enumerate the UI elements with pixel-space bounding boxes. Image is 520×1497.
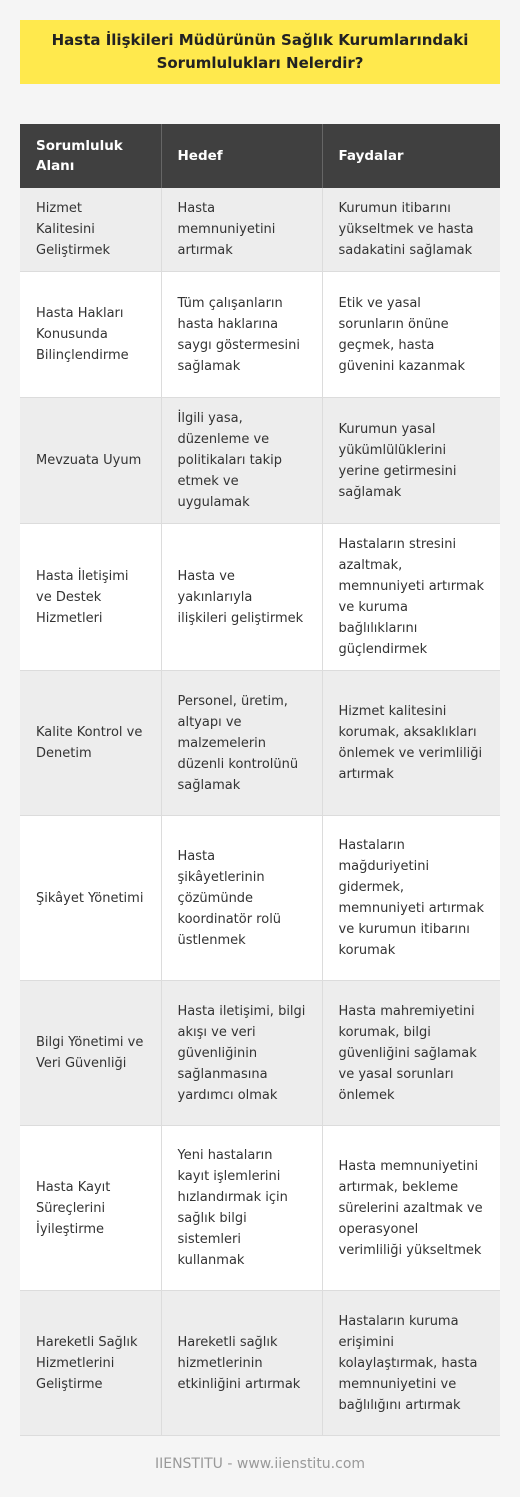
cell-goal: Tüm çalışanların hasta haklarına saygı göstermesini sağlamak [161, 272, 322, 398]
column-header-area: Sorumluluk Alanı [20, 124, 161, 188]
cell-area: Hasta Kayıt Süreçlerini İyileştirme [20, 1126, 161, 1291]
footer-credit: IIENSTITU - www.iienstitu.com [154, 1456, 366, 1472]
table-row [20, 524, 500, 671]
cell-benefit: Kurumun yasal yükümlülüklerini yerine getirmesini sağlamak [322, 398, 500, 524]
cell-goal: Hasta ve yakınlarıyla ilişkileri geliştirmek [161, 524, 322, 671]
cell-benefit: Hastaların mağduriyetini gidermek, memnuniyeti artırmak ve kurumun itibarını korumak [322, 816, 500, 981]
cell-goal: İlgili yasa, düzenleme ve politikaları takip etmek ve uygulamak [161, 398, 322, 524]
page-title: Hasta İlişkileri Müdürünün Sağlık Kurumlarındaki Sorumlulukları Nelerdir? [51, 31, 469, 72]
cell-goal: Hareketli sağlık hizmetlerinin etkinliğini artırmak [161, 1291, 322, 1436]
cell-goal: Yeni hastaların kayıt işlemlerini hızlandırmak için sağlık bilgi sistemleri kullanmak [161, 1126, 322, 1291]
cell-area: Hareketli Sağlık Hizmetlerini Geliştirme [20, 1291, 161, 1436]
cell-area: Mevzuata Uyum [20, 398, 161, 524]
cell-goal: Hasta şikâyetlerinin çözümünde koordinatör rolü üstlenmek [161, 816, 322, 981]
column-header-benefits: Faydalar [322, 124, 500, 188]
column-header-goal: Hedef [161, 124, 322, 188]
table-row [20, 671, 500, 816]
cell-area: Hasta İletişimi ve Destek Hizmetleri [20, 524, 161, 671]
cell-area: Hasta Hakları Konusunda Bilinçlendirme [20, 272, 161, 398]
table-row [20, 1126, 500, 1291]
table-row [20, 398, 500, 524]
title-banner [20, 20, 500, 84]
table-row [20, 1291, 500, 1436]
cell-area: Kalite Kontrol ve Denetim [20, 671, 161, 816]
cell-goal: Hasta memnuniyetini artırmak [161, 188, 322, 272]
table-row [20, 816, 500, 981]
cell-benefit: Hastaların kuruma erişimini kolaylaştırmak, hasta memnuniyetini ve bağlılığını artırmak [322, 1291, 500, 1436]
responsibilities-table [20, 124, 500, 1436]
cell-benefit: Hasta mahremiyetini korumak, bilgi güvenliğini sağlamak ve yasal sorunları önlemek [322, 981, 500, 1126]
table-header-row [20, 124, 500, 188]
table-row [20, 981, 500, 1126]
cell-benefit: Hizmet kalitesini korumak, aksaklıkları önlemek ve verimliliği artırmak [322, 671, 500, 816]
table-row [20, 272, 500, 398]
cell-area: Bilgi Yönetimi ve Veri Güvenliği [20, 981, 161, 1126]
cell-benefit: Hasta memnuniyetini artırmak, bekleme sürelerini azaltmak ve operasyonel verimliliği yükseltmek [322, 1126, 500, 1291]
cell-area: Hizmet Kalitesini Geliştirmek [20, 188, 161, 272]
table-row [20, 188, 500, 272]
cell-benefit: Etik ve yasal sorunların önüne geçmek, hasta güvenini kazanmak [322, 272, 500, 398]
cell-goal: Hasta iletişimi, bilgi akışı ve veri güvenliğinin sağlanmasına yardımcı olmak [161, 981, 322, 1126]
cell-area: Şikâyet Yönetimi [20, 816, 161, 981]
cell-benefit: Hastaların stresini azaltmak, memnuniyeti artırmak ve kuruma bağlılıklarını güçlendirmek [322, 524, 500, 671]
cell-goal: Personel, üretim, altyapı ve malzemelerin düzenli kontrolünü sağlamak [161, 671, 322, 816]
cell-benefit: Kurumun itibarını yükseltmek ve hasta sadakatini sağlamak [322, 188, 500, 272]
